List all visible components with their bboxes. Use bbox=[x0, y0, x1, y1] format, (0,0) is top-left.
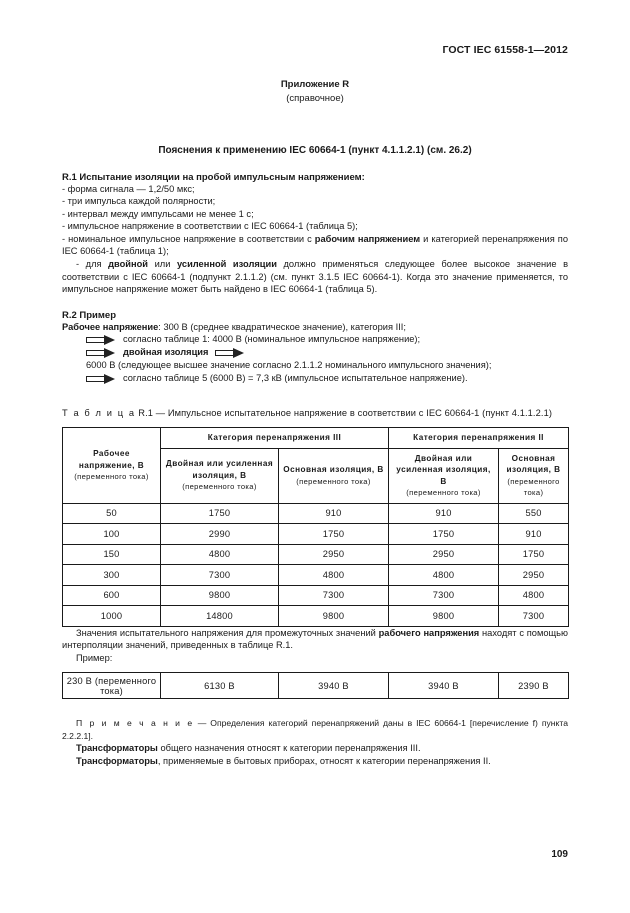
cell-basic-cat2: 7300 bbox=[499, 606, 569, 627]
cell-basic-cat2: 1750 bbox=[499, 544, 569, 565]
col-header-sublabel: (переменного тока) bbox=[507, 476, 560, 498]
text-fragment: общего назначения относят к категории перенапряжения III. bbox=[157, 742, 421, 753]
list-item: - три импульса каждой полярности; bbox=[62, 196, 216, 207]
emphasis-working-voltage: рабочего напряжения bbox=[378, 627, 480, 638]
note-line-household bbox=[62, 755, 568, 768]
cell-double-cat3: 6130 В bbox=[161, 673, 279, 699]
text-fragment: или bbox=[148, 259, 177, 270]
note-label: П р и м е ч а н и е bbox=[76, 718, 194, 729]
cell-basic-cat3: 2950 bbox=[279, 544, 389, 565]
text-fragment: - номинальное импульсное напряжение в соответствии с bbox=[62, 233, 315, 244]
working-voltage-label: Рабочее напряжение bbox=[62, 321, 159, 332]
note-text: — Определения категорий перенапряжений даны в IEC 60664-1 [перечисление f) пункта 2.2.2.1]. bbox=[62, 718, 568, 741]
text-fragment: находят с помощью интерполяции значений, приведенных в таблице R.1. bbox=[62, 627, 568, 651]
annex-subtitle: (справочное) bbox=[286, 92, 344, 104]
cell-double-cat3: 2990 bbox=[161, 524, 279, 545]
arrow-row-double-insulation bbox=[86, 346, 568, 372]
right-arrow-icon bbox=[215, 348, 245, 357]
arrow-text-bold: двойная изоляция bbox=[123, 347, 209, 358]
note-paragraph bbox=[62, 717, 568, 741]
clause-r2-heading: R.2 Пример bbox=[62, 309, 117, 321]
col-header-sublabel: (переменного тока) bbox=[74, 472, 149, 482]
cell-basic-cat3: 3940 В bbox=[279, 673, 389, 699]
cell-double-cat3: 14800 bbox=[161, 606, 279, 627]
cell-basic-cat2: 2390 В bbox=[499, 673, 569, 699]
table-example-body bbox=[63, 673, 569, 699]
section-title: Пояснения к применению IEC 60664-1 (пункт 4.1.1.2.1) (см. 26.2) bbox=[158, 144, 472, 156]
col-header-working-voltage bbox=[63, 428, 161, 504]
cell-working-voltage: 100 bbox=[63, 524, 161, 545]
note-block bbox=[62, 717, 568, 767]
cell-double-cat2: 910 bbox=[389, 503, 499, 524]
text-fragment: и категорией перенапряжения по IEC 60664-1 (таблица 1); bbox=[62, 233, 569, 257]
table-row bbox=[63, 673, 569, 699]
arrow-text: 6000 В (следующее высшее значение согласно 2.1.1.2 номинального импульсного значения); bbox=[86, 360, 492, 371]
table-r1-body bbox=[63, 503, 569, 626]
table-interpolation-example bbox=[62, 672, 569, 699]
cell-working-voltage: 150 bbox=[63, 544, 161, 565]
emphasis-working-voltage: рабочим напряжением bbox=[314, 233, 421, 244]
emphasis-transformers: Трансформаторы bbox=[76, 742, 158, 753]
page-number: 109 bbox=[551, 849, 568, 860]
list-item-double-insulation bbox=[62, 258, 568, 296]
table-header-row bbox=[63, 428, 569, 449]
emphasis-transformers: Трансформаторы bbox=[76, 755, 158, 766]
cell-working-voltage: 1000 bbox=[63, 606, 161, 627]
note-line-general bbox=[62, 742, 568, 755]
cell-double-cat2: 3940 В bbox=[389, 673, 499, 699]
col-header-label: Рабочее напряжение, В bbox=[78, 449, 145, 470]
cell-working-voltage: 50 bbox=[63, 503, 161, 524]
cell-double-cat3: 9800 bbox=[161, 585, 279, 606]
cell-working-voltage: 230 В (переменного тока) bbox=[63, 673, 161, 699]
col-header-sublabel: (переменного тока) bbox=[182, 482, 257, 492]
caption-number: R.1 bbox=[138, 408, 154, 419]
caption-text: — Импульсное испытательное напряжение в соответствии с IEC 60664-1 (пункт 4.1.1.2.1) bbox=[155, 408, 553, 419]
cell-double-cat3: 1750 bbox=[161, 503, 279, 524]
table-r1-head bbox=[63, 428, 569, 504]
right-arrow-icon bbox=[86, 374, 116, 383]
table-r1-caption bbox=[62, 407, 568, 420]
text-fragment: , применяемые в бытовых приборах, относят к категории перенапряжения II. bbox=[157, 755, 491, 766]
list-item: - форма сигнала — 1,2/50 мкс; bbox=[62, 183, 195, 194]
arrow-text: согласно таблице 1: 4000 В (номинальное импульсное напряжение); bbox=[123, 334, 421, 345]
working-voltage-line bbox=[62, 321, 568, 334]
cell-basic-cat3: 9800 bbox=[279, 606, 389, 627]
col-header-sublabel: (переменного тока) bbox=[296, 476, 371, 486]
col-header-label: Основная изоляция, В bbox=[506, 453, 561, 475]
list-item-nominal-voltage bbox=[62, 233, 568, 258]
interpolation-paragraph bbox=[62, 627, 568, 652]
col-header-label: Двойная или усиленная изоляция, В bbox=[165, 459, 274, 480]
col-header-double-cat3 bbox=[161, 448, 279, 503]
cell-working-voltage: 300 bbox=[63, 565, 161, 586]
page-content bbox=[62, 78, 568, 767]
cell-double-cat2: 1750 bbox=[389, 524, 499, 545]
right-arrow-icon bbox=[86, 335, 116, 344]
running-header: ГОСТ IEC 61558-1—2012 bbox=[442, 44, 568, 56]
cell-basic-cat2: 550 bbox=[499, 503, 569, 524]
table-row bbox=[63, 544, 569, 565]
col-header-sublabel: (переменного тока) bbox=[406, 488, 481, 498]
col-group-header-category-3: Категория перенапряжения III bbox=[161, 428, 389, 449]
table-row bbox=[63, 585, 569, 606]
table-row bbox=[63, 565, 569, 586]
cell-double-cat3: 7300 bbox=[161, 565, 279, 586]
arrow-text: согласно таблице 5 (6000 В) = 7,3 кВ (импульсное испытательное напряжение). bbox=[123, 373, 468, 384]
col-header-double-cat2 bbox=[389, 448, 499, 503]
col-header-basic-cat2 bbox=[499, 448, 569, 503]
col-group-header-category-2: Категория перенапряжения II bbox=[389, 428, 569, 449]
col-header-label: Двойная или усиленная изоляция, В bbox=[396, 453, 491, 486]
cell-basic-cat2: 4800 bbox=[499, 585, 569, 606]
working-voltage-value: : 300 В (среднее квадратическое значение), категория III; bbox=[158, 321, 406, 332]
r1-list bbox=[62, 183, 568, 296]
cell-basic-cat2: 910 bbox=[499, 524, 569, 545]
cell-double-cat2: 2950 bbox=[389, 544, 499, 565]
table-row bbox=[63, 503, 569, 524]
cell-basic-cat2: 2950 bbox=[499, 565, 569, 586]
cell-double-cat2: 7300 bbox=[389, 585, 499, 606]
cell-basic-cat3: 910 bbox=[279, 503, 389, 524]
cell-basic-cat3: 4800 bbox=[279, 565, 389, 586]
cell-basic-cat3: 7300 bbox=[279, 585, 389, 606]
col-header-basic-cat3 bbox=[279, 448, 389, 503]
annex-title: Приложение R bbox=[280, 79, 350, 90]
emphasis-double: двойной bbox=[108, 259, 149, 270]
caption-label: Т а б л и ц а bbox=[62, 408, 136, 419]
arrow-row-table1 bbox=[86, 333, 568, 346]
table-r1 bbox=[62, 427, 569, 627]
emphasis-reinforced: усиленной изоляции bbox=[176, 259, 277, 270]
text-fragment: должно применяться следующее более высокое значение в соответствии с IEC 60664-1 (подпункт 2.1.1.2) (см. пункт 3.1.5 IEC 60664-1). Когда это значение применяется, то импульсное напряжение может быть найдено в IEC 60664-1 (таблица 5). bbox=[62, 259, 569, 295]
arrow-row-table5 bbox=[86, 372, 568, 385]
text-fragment: Значения испытательного напряжения для промежуточных значений bbox=[76, 627, 379, 638]
cell-working-voltage: 600 bbox=[63, 585, 161, 606]
example-label: Пример: bbox=[76, 652, 113, 663]
clause-r1-heading: R.1 Испытание изоляции на пробой импульсным напряжением: bbox=[62, 171, 365, 183]
cell-double-cat2: 4800 bbox=[389, 565, 499, 586]
col-header-label: Основная изоляция, В bbox=[283, 465, 384, 475]
text-fragment: - для bbox=[76, 259, 109, 270]
table-row bbox=[63, 524, 569, 545]
cell-double-cat2: 9800 bbox=[389, 606, 499, 627]
cell-basic-cat3: 1750 bbox=[279, 524, 389, 545]
list-item: - интервал между импульсами не менее 1 с; bbox=[62, 208, 254, 219]
cell-double-cat3: 4800 bbox=[161, 544, 279, 565]
list-item: - импульсное напряжение в соответствии с IEC 60664-1 (таблица 5); bbox=[62, 221, 358, 232]
table-row bbox=[63, 606, 569, 627]
right-arrow-icon bbox=[86, 348, 116, 357]
